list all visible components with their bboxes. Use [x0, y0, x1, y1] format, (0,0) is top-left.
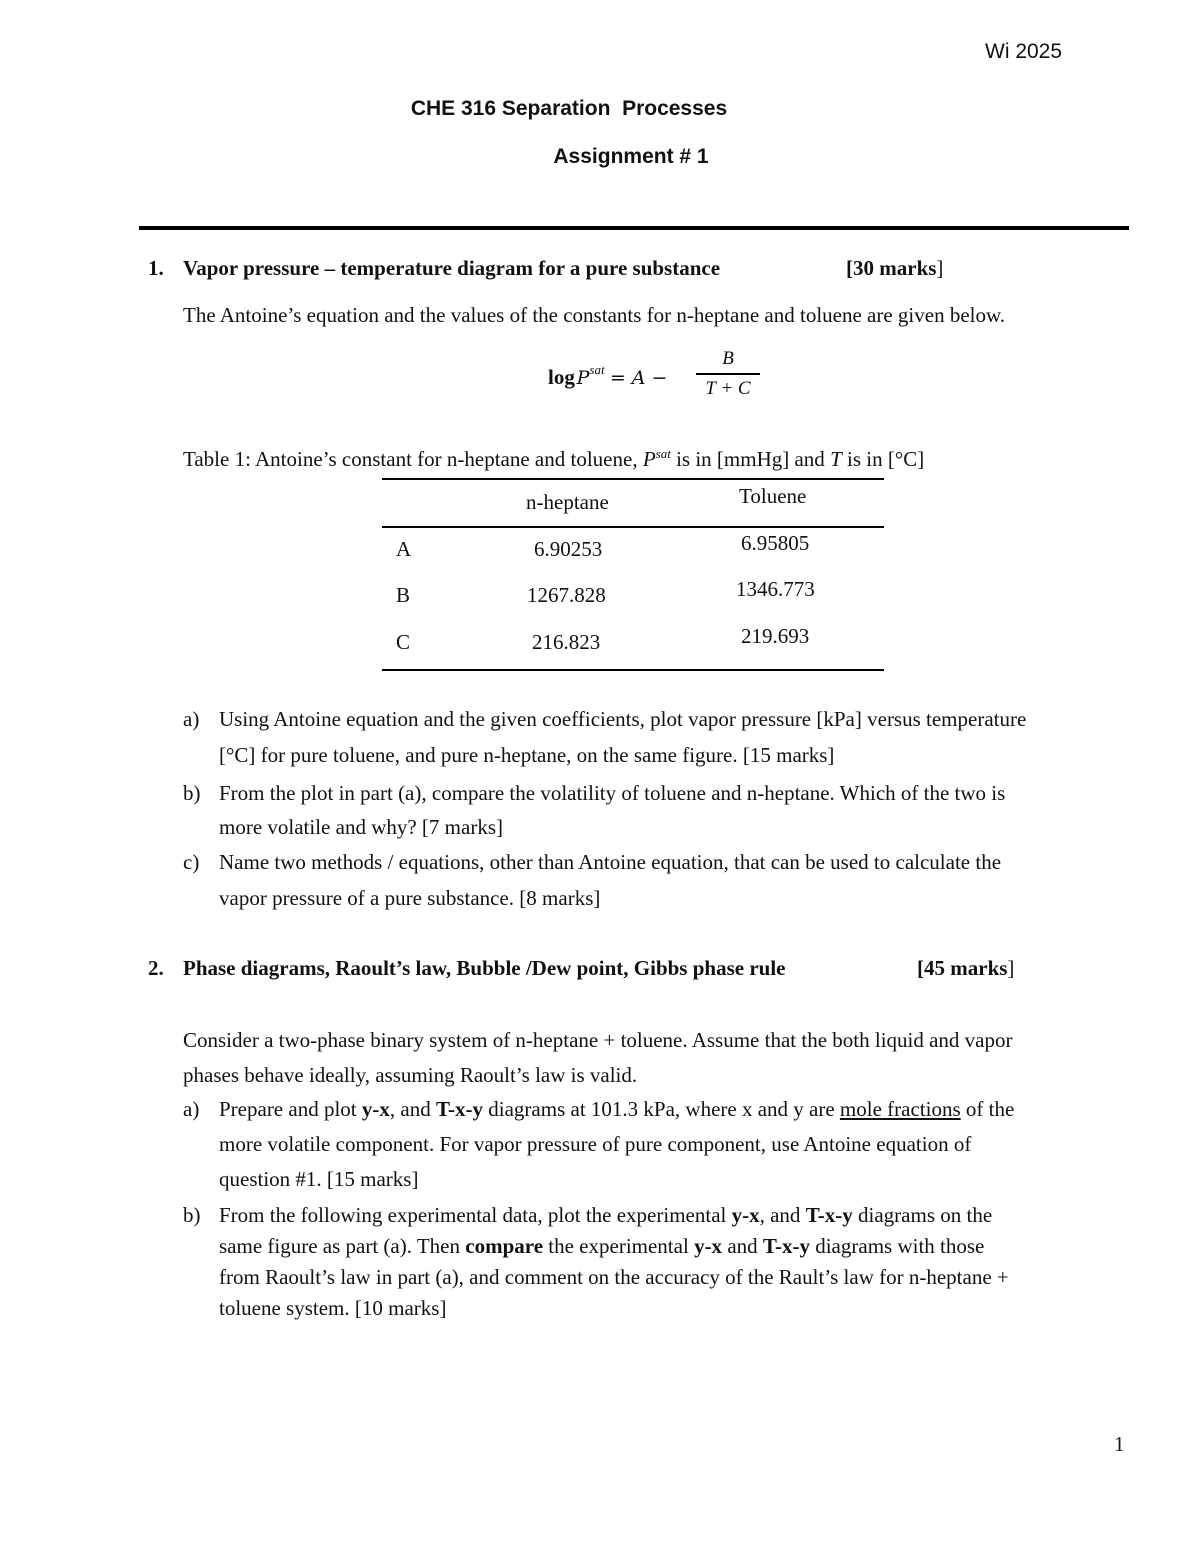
q1-marks: [30 marks] [846, 256, 944, 280]
table-bottom-rule [382, 669, 884, 671]
q2-title: Phase diagrams, Raoult’s law, Bubble /Dew point, Gibbs phase rule [183, 956, 786, 980]
table-caption: Table 1: Antoine’s constant for n-heptane and toluene, $P^{sat}$ is in [mmHg] and T is in [°C] [183, 446, 925, 471]
eq-equals-a: = A − [609, 367, 668, 389]
eq-fraction-bar [696, 373, 760, 375]
eq-sat: sat [589, 362, 605, 377]
table-row-label: C [396, 630, 411, 654]
table-cell: 1267.828 [527, 583, 606, 607]
eq-P: P [576, 367, 590, 389]
page-number: 1 [1114, 1432, 1125, 1456]
q2-marks: [45 marks] [917, 956, 1015, 980]
course-title: CHE 316 Separation Processes [410, 97, 728, 120]
q2-intro-line1: Consider a two-phase binary system of n-heptane + toluene. Assume that the both liquid and vapor [183, 1028, 1013, 1052]
table-cell: 216.823 [532, 630, 601, 654]
table-header-heptane: n-heptane [526, 490, 609, 514]
q2-part-a: a) Prepare and plot y-x, and T-x-y diagrams at 101.3 kPa, where x and y are mole fractions of the more volatile component. For vapor pressure of pure component, use Antoine equation of question #1. [15 marks] [183, 1097, 1015, 1191]
q1-heading [148, 256, 1148, 286]
table-cell: 1346.773 [736, 577, 815, 601]
q1-number: 1. [148, 256, 164, 280]
q1-intro: The Antoine’s equation and the values of the constants for n-heptane and toluene are given below. [183, 303, 1006, 327]
q1-title: Vapor pressure – temperature diagram for a pure substance [183, 256, 721, 280]
assignment-title: Assignment # 1 [553, 145, 709, 168]
table-top-rule [382, 478, 884, 480]
header-divider [139, 226, 1129, 230]
table-cell: 6.95805 [741, 531, 810, 555]
q2-number: 2. [148, 956, 164, 980]
table-cell: 219.693 [741, 624, 810, 648]
table-header-rule [382, 526, 884, 528]
q2-part-b: b) From the following experimental data, plot the experimental y-x, and T-x-y diagrams on the same figure as part (a). Then compare the experimental y-x and T-x-y diagrams with those from Raoult’s law in part (a), and comment on the accuracy of the Rault’s law for n-heptane + toluene system. [10 marks] [183, 1203, 1009, 1320]
q1-part-c: c) Name two methods / equations, other than Antoine equation, that can be used to calculate the vapor pressure of a pure substance. [8 marks] [183, 850, 1002, 910]
eq-log: log [548, 365, 575, 389]
eq-denominator: T + C [705, 377, 751, 399]
antoine-constants-table [382, 478, 884, 673]
table-cell: 6.90253 [534, 537, 603, 561]
semester-label: Wi 2025 [985, 40, 1063, 63]
q2-heading [148, 956, 1148, 986]
q1-part-a: a) Using Antoine equation and the given coefficients, plot vapor pressure [kPa] versus temperature [°C] for pure toluene, and pure n-heptane, on the same figure. [15 marks] [183, 707, 1027, 767]
antoine-equation [548, 348, 768, 408]
table-row-label: A [396, 537, 412, 561]
table-row-label: B [396, 583, 411, 607]
q2-intro-line2: phases behave ideally, assuming Raoult’s law is valid. [183, 1063, 638, 1087]
eq-numerator: B [722, 348, 734, 369]
q1-part-b: b) From the plot in part (a), compare the volatility of toluene and n-heptane. Which of the two is more volatile and why? [7 marks] [183, 781, 1006, 839]
table-header-toluene: Toluene [739, 484, 807, 508]
